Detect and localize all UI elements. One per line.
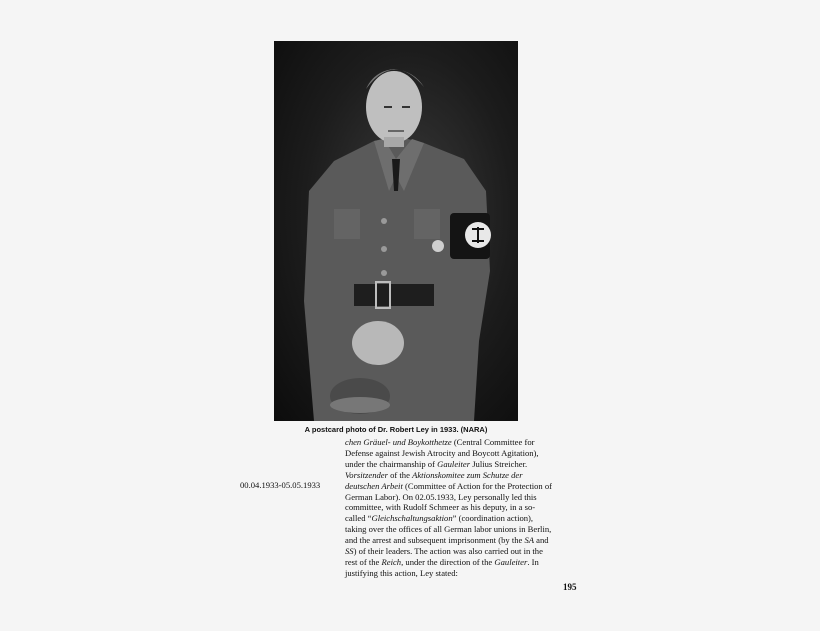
text-segment: and xyxy=(534,535,549,546)
text-segment: . In justifying this action, Ley stated: xyxy=(345,556,539,578)
italic-term: Reich xyxy=(381,556,402,567)
italic-term: SS xyxy=(345,546,354,557)
italic-term: Aktionskomitee zum Schutze der deutschen Arbeit xyxy=(345,469,523,491)
text-segment: ” (coordination action), taking over the offices of all German labor unions in Berlin, and the arrest and subsequent imprisonment (by the xyxy=(345,513,552,546)
portrait-illustration xyxy=(274,41,518,421)
entry-date: 00.04.1933-05.05.1933 xyxy=(240,480,321,490)
italic-term: Gleichschaltungsaktion xyxy=(371,513,453,524)
italic-term: Gauleiter xyxy=(437,458,471,469)
italic-term: chen Gräuel- und Boykotthetze xyxy=(345,437,452,447)
entry-body-column xyxy=(345,437,552,579)
italic-term: Gauleiter xyxy=(494,556,528,567)
entry-text-1 xyxy=(345,437,552,470)
text-segment: , under the direction of the xyxy=(401,556,495,567)
italic-term: SA xyxy=(524,535,535,546)
entry-text-2 xyxy=(345,470,552,579)
text-segment: ) of their leaders. The action was also carried out in the rest of the xyxy=(345,546,543,567)
page-number: 195 xyxy=(563,582,577,592)
text-segment: of the xyxy=(387,469,413,480)
photo-caption: A postcard photo of Dr. Robert Ley in 1933. (NARA) xyxy=(304,425,488,434)
italic-term: Vorsitzender xyxy=(345,469,388,480)
date-column xyxy=(240,480,340,490)
text-segment: (Central Committee for Defense against Jewish Atrocity and Boycott Agitation), under the chairmanship of xyxy=(345,437,539,469)
text-segment: (Committee of Action for the Protection of German Labor). On 02.05.1933, Ley personally led this committee, with Rudolf Schmeer as his deputy, in a so-called “ xyxy=(345,480,553,524)
portrait-photo xyxy=(274,41,518,421)
text-segment: Julius Streicher. xyxy=(470,458,528,469)
